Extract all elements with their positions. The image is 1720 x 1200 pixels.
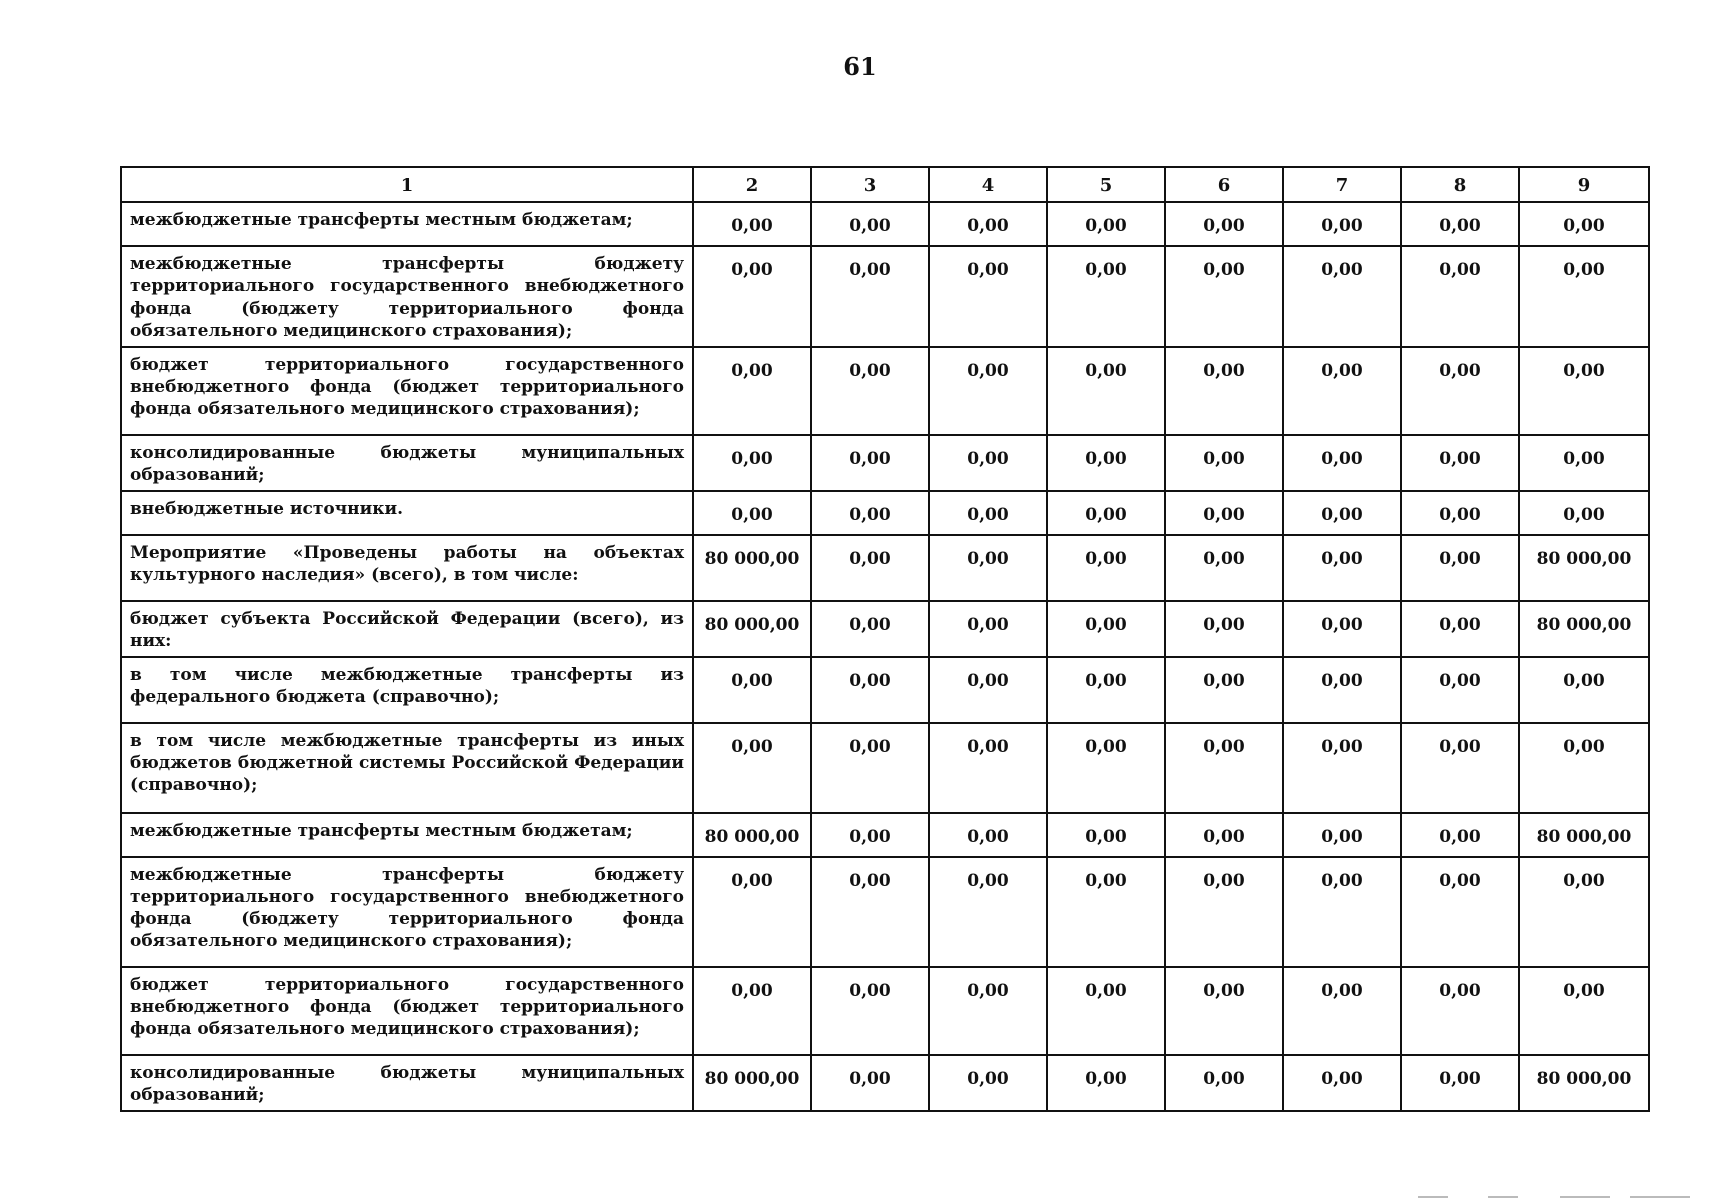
cell-value: 0,00 [1519, 857, 1649, 967]
cell-value: 0,00 [811, 813, 929, 857]
cell-value: 0,00 [1283, 202, 1401, 246]
cell-value: 0,00 [929, 535, 1047, 601]
cell-value: 0,00 [1047, 657, 1165, 723]
row-label: бюджет территориального государственного внебюджетного фонда (бюджет территориального фонда обязательного медицинского страхования); [121, 967, 693, 1055]
cell-value: 0,00 [1165, 535, 1283, 601]
cell-value: 0,00 [1401, 857, 1519, 967]
table-row [121, 535, 1649, 601]
table-row [121, 967, 1649, 1055]
cell-value: 0,00 [929, 347, 1047, 435]
cell-value: 0,00 [811, 601, 929, 657]
cell-value: 0,00 [693, 435, 811, 491]
cell-value: 0,00 [1047, 723, 1165, 813]
cell-value: 0,00 [1047, 535, 1165, 601]
cell-value: 0,00 [1283, 967, 1401, 1055]
cell-value: 0,00 [811, 1055, 929, 1111]
cell-value: 0,00 [929, 435, 1047, 491]
cell-value: 0,00 [1047, 491, 1165, 535]
cell-value: 0,00 [1165, 967, 1283, 1055]
table-row [121, 857, 1649, 967]
cell-value: 0,00 [1165, 435, 1283, 491]
cell-value: 80 000,00 [1519, 813, 1649, 857]
cell-value: 0,00 [1401, 657, 1519, 723]
table-row [121, 202, 1649, 246]
row-label: межбюджетные трансферты местным бюджетам; [121, 813, 693, 857]
cell-value: 0,00 [693, 246, 811, 346]
cell-value: 0,00 [1047, 202, 1165, 246]
column-header-1: 1 [121, 167, 693, 202]
cell-value: 0,00 [1401, 813, 1519, 857]
column-header-4: 4 [929, 167, 1047, 202]
table-row [121, 491, 1649, 535]
table-row [121, 246, 1649, 346]
cell-value: 0,00 [929, 813, 1047, 857]
cell-value: 0,00 [693, 347, 811, 435]
cell-value: 0,00 [1283, 535, 1401, 601]
cell-value: 80 000,00 [1519, 535, 1649, 601]
cell-value: 0,00 [1519, 435, 1649, 491]
cell-value: 0,00 [1401, 535, 1519, 601]
cell-value: 0,00 [1047, 1055, 1165, 1111]
row-label: Мероприятие «Проведены работы на объектах культурного наследия» (всего), в том числе: [121, 535, 693, 601]
cell-value: 0,00 [1047, 435, 1165, 491]
cell-value: 0,00 [811, 202, 929, 246]
column-header-5: 5 [1047, 167, 1165, 202]
cell-value: 0,00 [1047, 347, 1165, 435]
cell-value: 0,00 [1165, 202, 1283, 246]
cell-value: 0,00 [1283, 347, 1401, 435]
row-label: межбюджетные трансферты бюджету территориального государственного внебюджетного фонда (бюджету территориального фонда обязательного медицинского страхования); [121, 246, 693, 346]
cell-value: 80 000,00 [693, 601, 811, 657]
table-row [121, 723, 1649, 813]
table-header-row [121, 167, 1649, 202]
row-label: в том числе межбюджетные трансферты из иных бюджетов бюджетной системы Российской Федерации (справочно); [121, 723, 693, 813]
cell-value: 0,00 [1047, 967, 1165, 1055]
row-label: межбюджетные трансферты местным бюджетам; [121, 202, 693, 246]
cell-value: 80 000,00 [693, 1055, 811, 1111]
column-header-8: 8 [1401, 167, 1519, 202]
cell-value: 0,00 [1283, 723, 1401, 813]
cell-value: 0,00 [1519, 657, 1649, 723]
cell-value: 0,00 [1047, 246, 1165, 346]
cell-value: 0,00 [811, 535, 929, 601]
cell-value: 0,00 [693, 202, 811, 246]
cell-value: 0,00 [1047, 601, 1165, 657]
row-label: внебюджетные источники. [121, 491, 693, 535]
cell-value: 0,00 [929, 601, 1047, 657]
cell-value: 0,00 [693, 657, 811, 723]
column-header-2: 2 [693, 167, 811, 202]
scan-mark [1630, 1196, 1690, 1198]
cell-value: 0,00 [1519, 967, 1649, 1055]
cell-value: 0,00 [929, 491, 1047, 535]
column-header-3: 3 [811, 167, 929, 202]
cell-value: 0,00 [1401, 491, 1519, 535]
cell-value: 0,00 [1283, 435, 1401, 491]
cell-value: 0,00 [1519, 491, 1649, 535]
row-label: бюджет территориального государственного внебюджетного фонда (бюджет территориального фонда обязательного медицинского страхования); [121, 347, 693, 435]
cell-value: 0,00 [1401, 246, 1519, 346]
cell-value: 80 000,00 [1519, 1055, 1649, 1111]
scan-mark [1488, 1196, 1518, 1198]
cell-value: 0,00 [811, 857, 929, 967]
cell-value: 0,00 [1283, 857, 1401, 967]
scan-mark [1418, 1196, 1448, 1198]
cell-value: 0,00 [1401, 1055, 1519, 1111]
cell-value: 0,00 [811, 246, 929, 346]
row-label: в том числе межбюджетные трансферты из федерального бюджета (справочно); [121, 657, 693, 723]
cell-value: 0,00 [1401, 202, 1519, 246]
cell-value: 0,00 [1401, 435, 1519, 491]
table-row [121, 657, 1649, 723]
cell-value: 0,00 [693, 491, 811, 535]
column-header-7: 7 [1283, 167, 1401, 202]
cell-value: 0,00 [1401, 601, 1519, 657]
cell-value: 0,00 [811, 723, 929, 813]
cell-value: 0,00 [811, 657, 929, 723]
cell-value: 0,00 [693, 967, 811, 1055]
cell-value: 0,00 [1283, 491, 1401, 535]
cell-value: 0,00 [811, 347, 929, 435]
row-label: консолидированные бюджеты муниципальных образований; [121, 1055, 693, 1111]
cell-value: 0,00 [1165, 1055, 1283, 1111]
page-number: 61 [843, 52, 877, 81]
cell-value: 0,00 [929, 723, 1047, 813]
cell-value: 0,00 [1283, 601, 1401, 657]
cell-value: 0,00 [1047, 813, 1165, 857]
row-label: консолидированные бюджеты муниципальных образований; [121, 435, 693, 491]
cell-value: 0,00 [1283, 1055, 1401, 1111]
table-row [121, 1055, 1649, 1111]
cell-value: 0,00 [1165, 491, 1283, 535]
cell-value: 0,00 [929, 246, 1047, 346]
scan-mark [1560, 1196, 1610, 1198]
row-label: бюджет субъекта Российской Федерации (всего), из них: [121, 601, 693, 657]
cell-value: 0,00 [1519, 202, 1649, 246]
cell-value: 80 000,00 [693, 535, 811, 601]
cell-value: 0,00 [1165, 813, 1283, 857]
cell-value: 0,00 [693, 857, 811, 967]
cell-value: 0,00 [1165, 857, 1283, 967]
cell-value: 0,00 [1283, 657, 1401, 723]
cell-value: 0,00 [929, 857, 1047, 967]
cell-value: 0,00 [929, 657, 1047, 723]
cell-value: 0,00 [693, 723, 811, 813]
cell-value: 80 000,00 [1519, 601, 1649, 657]
cell-value: 0,00 [1047, 857, 1165, 967]
cell-value: 0,00 [1401, 967, 1519, 1055]
table-row [121, 601, 1649, 657]
cell-value: 0,00 [1519, 347, 1649, 435]
cell-value: 0,00 [929, 1055, 1047, 1111]
cell-value: 0,00 [1283, 246, 1401, 346]
cell-value: 0,00 [929, 967, 1047, 1055]
table-row [121, 435, 1649, 491]
table-row [121, 813, 1649, 857]
cell-value: 0,00 [1165, 723, 1283, 813]
cell-value: 0,00 [1401, 347, 1519, 435]
cell-value: 0,00 [811, 967, 929, 1055]
row-label: межбюджетные трансферты бюджету территориального государственного внебюджетного фонда (бюджету территориального фонда обязательного медицинского страхования); [121, 857, 693, 967]
table-body [121, 202, 1649, 1111]
cell-value: 0,00 [1519, 723, 1649, 813]
budget-table [120, 166, 1650, 1112]
cell-value: 0,00 [1519, 246, 1649, 346]
column-header-9: 9 [1519, 167, 1649, 202]
cell-value: 0,00 [1165, 657, 1283, 723]
cell-value: 0,00 [1283, 813, 1401, 857]
table-row [121, 347, 1649, 435]
cell-value: 80 000,00 [693, 813, 811, 857]
cell-value: 0,00 [811, 491, 929, 535]
cell-value: 0,00 [1165, 246, 1283, 346]
column-header-6: 6 [1165, 167, 1283, 202]
cell-value: 0,00 [929, 202, 1047, 246]
cell-value: 0,00 [1165, 347, 1283, 435]
cell-value: 0,00 [1165, 601, 1283, 657]
cell-value: 0,00 [811, 435, 929, 491]
cell-value: 0,00 [1401, 723, 1519, 813]
